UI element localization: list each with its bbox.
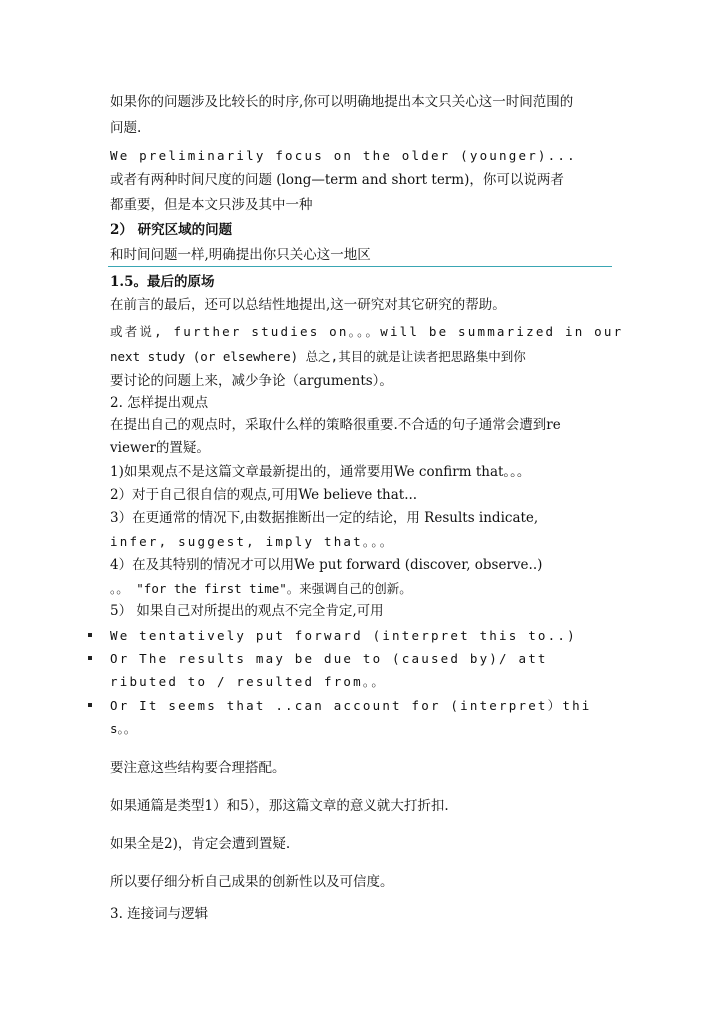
paragraph-line: 要讨论的问题上来，减少争论（arguments）。 — [110, 373, 393, 389]
bullet-item: Or The results may be due to (caused by)/ att — [110, 651, 548, 666]
divider-line — [108, 266, 612, 267]
english-example: 。。 "for the first time"。来强调自己的创新。 — [110, 581, 412, 596]
section-heading: 3. 连接词与逻辑 — [110, 906, 209, 922]
paragraph-line: 和时间问题一样,明确提出你只关心这一地区 — [110, 247, 371, 263]
paragraph-line: 所以要仔细分析自己成果的创新性以及可信度。 — [110, 874, 394, 890]
section-heading: 2） 研究区域的问题 — [110, 222, 233, 238]
english-example: infer, suggest, imply that。。。 — [110, 534, 395, 549]
numbered-item: 1)如果观点不是这篇文章最新提出的，通常要用We confirm that。。。 — [110, 464, 531, 480]
paragraph-line: 如果你的问题涉及比较长的时序,你可以明确地提出本文只关心这一时间范围的 — [110, 94, 574, 110]
section-heading: 1.5。最后的原场 — [110, 274, 215, 290]
numbered-item: 3）在更通常的情况下,由数据推断出一定的结论，用 Results indicate, — [110, 510, 539, 526]
bullet-item-continuation: s。。 — [110, 721, 137, 736]
bullet-marker — [88, 703, 92, 707]
paragraph-line: 要注意这些结构要合理搭配。 — [110, 760, 286, 776]
paragraph-line: 问题. — [110, 120, 142, 136]
paragraph-line: 如果通篇是类型1）和5），那这篇文章的意义就大打折扣. — [110, 798, 449, 814]
english-example: We preliminarily focus on the older (younger)... — [110, 148, 577, 163]
paragraph-line: 如果全是2)，肯定会遭到置疑. — [110, 836, 291, 852]
paragraph-line: 在前言的最后，还可以总结性地提出,这一研究对其它研究的帮助。 — [110, 297, 506, 313]
section-heading: 2. 怎样提出观点 — [110, 395, 209, 411]
bullet-marker — [88, 633, 92, 637]
paragraph-line: 都重要，但是本文只涉及其中一种 — [110, 197, 313, 213]
paragraph-line: viewer的置疑。 — [110, 440, 210, 456]
english-example: next study (or elsewhere) 总之,其目的就是让读者把思路集中到你 — [110, 349, 526, 364]
english-example: 或者说, further studies on。。。will be summarized in our — [110, 324, 624, 339]
bullet-item: We tentatively put forward (interpret this to..) — [110, 628, 577, 643]
paragraph-line: 或者有两种时间尺度的问题 (long—term and short term)，你可以说两者 — [110, 172, 564, 188]
bullet-marker — [88, 656, 92, 660]
numbered-item: 5） 如果自己对所提出的观点不完全肯定,可用 — [110, 603, 384, 619]
paragraph-line: 在提出自己的观点时，采取什么样的策略很重要.不合适的句子通常会遭到re — [110, 417, 561, 433]
numbered-item: 2）对于自己很自信的观点,可用We believe that... — [110, 487, 418, 503]
bullet-item-continuation: ributed to / resulted from。。 — [110, 674, 387, 689]
numbered-item: 4）在及其特别的情况才可以用We put forward (discover, observe..) — [110, 557, 543, 573]
bullet-item: Or It seems that ..can account for (interpret）thi — [110, 698, 592, 713]
